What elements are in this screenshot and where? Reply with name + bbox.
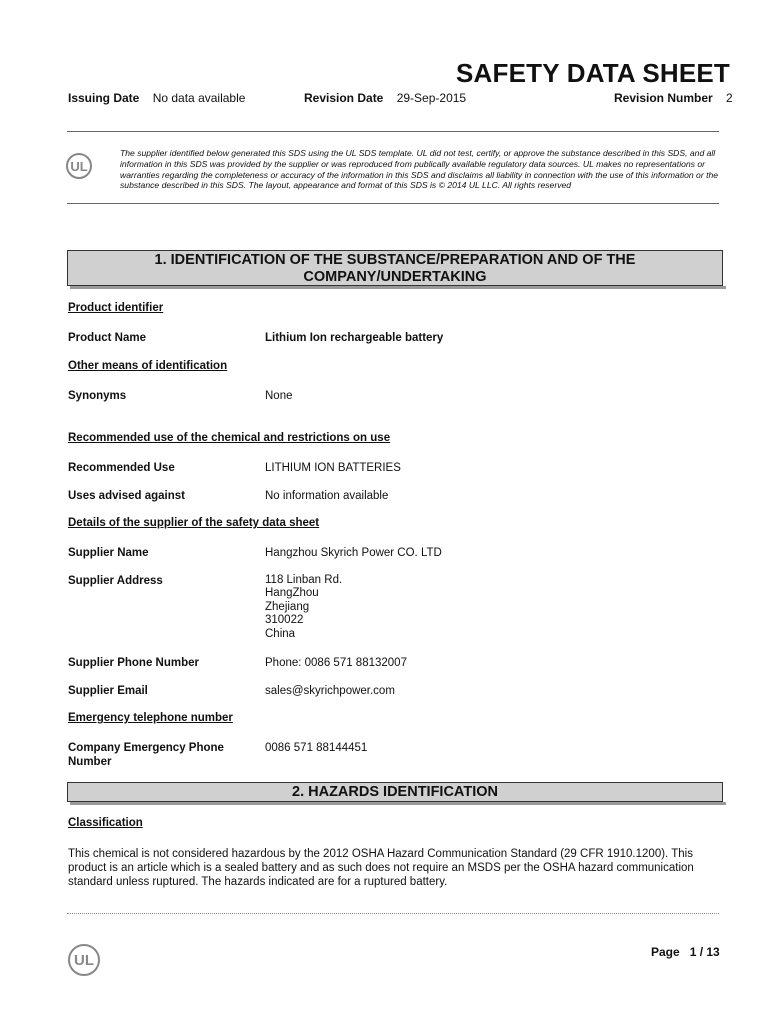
section-2-header bbox=[67, 782, 723, 802]
revision-date bbox=[304, 91, 466, 105]
supplier-phone-value: Phone: 0086 571 88132007 bbox=[265, 657, 407, 669]
product-identifier-heading: Product identifier bbox=[68, 302, 164, 314]
recommended-use-heading: Recommended use of the chemical and restrictions on use bbox=[68, 432, 391, 444]
page-value: 1 / 13 bbox=[689, 945, 720, 959]
issuing-date-value: No data available bbox=[152, 91, 246, 105]
synonyms-value: None bbox=[265, 390, 293, 402]
revision-date-label: Revision Date bbox=[304, 91, 384, 105]
section-1-title-line2: COMPANY/UNDERTAKING bbox=[303, 269, 487, 285]
supplier-phone-label: Supplier Phone Number bbox=[68, 657, 199, 669]
address-line: HangZhou bbox=[265, 587, 319, 600]
divider bbox=[67, 203, 719, 204]
section-1-title-line1: 1. IDENTIFICATION OF THE SUBSTANCE/PREPARATION AND OF THE bbox=[154, 252, 636, 268]
address-line: China bbox=[265, 627, 296, 640]
synonyms-label: Synonyms bbox=[68, 390, 127, 402]
page-number bbox=[651, 945, 720, 959]
supplier-address-value bbox=[265, 574, 342, 641]
issuing-date bbox=[68, 91, 245, 105]
revision-number-value: 2 bbox=[726, 91, 733, 105]
section-2-title: 2. HAZARDS IDENTIFICATION bbox=[292, 784, 498, 800]
uses-advised-value: No information available bbox=[265, 490, 389, 502]
product-name-label: Product Name bbox=[68, 332, 146, 344]
supplier-email-label: Supplier Email bbox=[68, 685, 148, 697]
ul-logo-icon: UL bbox=[66, 153, 92, 179]
footer-divider bbox=[67, 913, 719, 914]
classification-heading: Classification bbox=[68, 817, 143, 829]
supplier-email-value: sales@skyrichpower.com bbox=[265, 685, 395, 697]
issuing-date-label: Issuing Date bbox=[68, 91, 140, 105]
emergency-label-line: Number bbox=[68, 756, 112, 768]
emergency-heading: Emergency telephone number bbox=[68, 712, 233, 724]
emergency-label-line: Company Emergency Phone bbox=[68, 742, 224, 754]
ul-logo-icon: UL bbox=[68, 944, 100, 976]
supplier-name-value: Hangzhou Skyrich Power CO. LTD bbox=[265, 547, 442, 559]
divider bbox=[67, 131, 719, 132]
revision-number bbox=[614, 91, 733, 105]
other-means-heading: Other means of identification bbox=[68, 360, 228, 372]
address-line: 310022 bbox=[265, 614, 304, 627]
emergency-phone-label bbox=[68, 741, 224, 769]
disclaimer-text: The supplier identified below generated this SDS using the UL SDS template. UL did not test, certify, or approve the substance described in this SDS, and all information in this SDS was provided by the supplier or was reproduced from publically available regulatory data sources. UL makes no representations or warranties regarding the completeness or accuracy of the information in this SDS and disclaims all liability in connection with the use of this information or the substance described in this SDS. The layout, appearance and format of this SDS is © 2014 UL LLC. All rights reserved bbox=[120, 148, 719, 191]
section-1-header bbox=[67, 250, 723, 286]
recommended-use-value: LITHIUM ION BATTERIES bbox=[265, 462, 401, 474]
address-line: Zhejiang bbox=[265, 600, 310, 613]
emergency-phone-value: 0086 571 88144451 bbox=[265, 742, 368, 754]
revision-date-value: 29-Sep-2015 bbox=[396, 91, 467, 105]
document-title: SAFETY DATA SHEET bbox=[456, 58, 731, 88]
supplier-address-label: Supplier Address bbox=[68, 575, 163, 587]
address-line: 118 Linban Rd. bbox=[265, 574, 343, 586]
uses-advised-label: Uses advised against bbox=[68, 490, 185, 502]
supplier-name-label: Supplier Name bbox=[68, 547, 149, 559]
supplier-details-heading: Details of the supplier of the safety data sheet bbox=[68, 517, 320, 529]
recommended-use-label: Recommended Use bbox=[68, 462, 175, 474]
page-label: Page bbox=[651, 945, 680, 959]
product-name-value: Lithium Ion rechargeable battery bbox=[265, 332, 444, 344]
revision-number-label: Revision Number bbox=[614, 91, 713, 105]
classification-paragraph: This chemical is not considered hazardous by the 2012 OSHA Hazard Communication Standard (29 CFR 1910.1200). This product is an article which is a sealed battery and as such does not require an MSDS per the OSHA hazard communication standard unless ruptured. The hazards indicated are for a ruptured battery. bbox=[68, 848, 694, 888]
